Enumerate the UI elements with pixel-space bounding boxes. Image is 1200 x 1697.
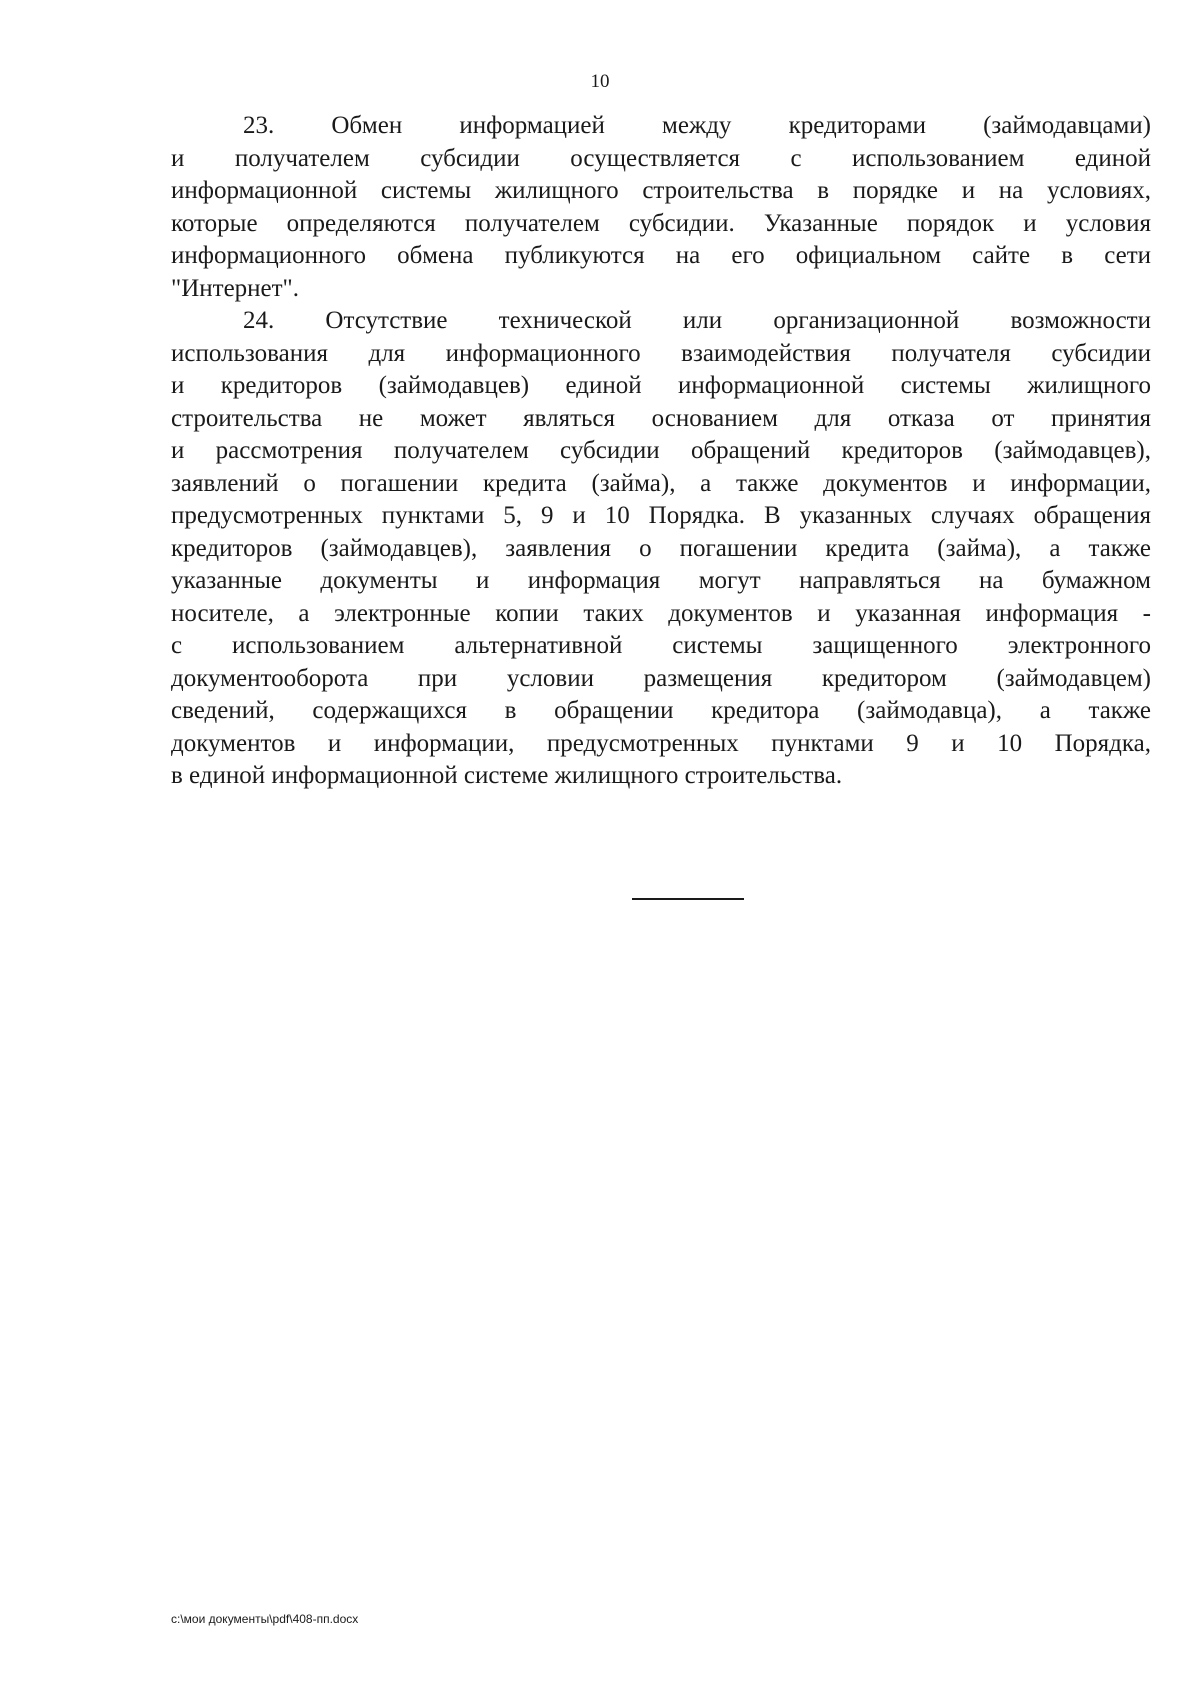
footer-file-path: c:\мои документы\pdf\408-пп.docx [171, 1612, 359, 1626]
paragraph-line: информационной системы жилищного строительства в порядке и на условиях, [171, 177, 1151, 204]
paragraph-line: с использованием альтернативной системы защищенного электронного [171, 632, 1151, 659]
paragraph-line: "Интернет". [171, 274, 300, 302]
paragraph-line: документооборота при условии размещения кредитором (займодавцем) [171, 664, 1151, 692]
paragraph-line: в единой информационной системе жилищного строительства. [171, 762, 843, 789]
paragraph-line: 23. Обмен информацией между кредиторами (займодавцами) [243, 112, 1151, 139]
paragraph-line: документов и информации, предусмотренных пунктами 9 и 10 Порядка, [171, 729, 1151, 757]
paragraph-23 [171, 110, 1151, 305]
page-number: 10 [590, 71, 610, 92]
paragraph-line: использования для информационного взаимодействия получателя субсидии [171, 339, 1151, 367]
paragraph-line: кредиторов (займодавцев), заявления о погашении кредита (займа), а также [171, 534, 1151, 562]
paragraph-line: и получателем субсидии осуществляется с использованием единой [171, 144, 1151, 172]
paragraph-line: которые определяются получателем субсидии. Указанные порядок и условия [171, 209, 1151, 237]
paragraph-line: строительства не может являться основанием для отказа от принятия [171, 404, 1151, 432]
end-of-document-rule [632, 898, 744, 900]
document-body [171, 110, 1151, 793]
paragraph-24 [171, 305, 1151, 793]
paragraph-line: носителе, а электронные копии таких документов и указанная информация - [171, 599, 1151, 627]
paragraph-line: 24. Отсутствие технической или организационной возможности [243, 307, 1151, 334]
paragraph-line: предусмотренных пунктами 5, 9 и 10 Порядка. В указанных случаях обращения [171, 502, 1151, 529]
paragraph-line: заявлений о погашении кредита (займа), а также документов и информации, [171, 469, 1151, 497]
paragraph-line: информационного обмена публикуются на его официальном сайте в сети [171, 242, 1151, 269]
paragraph-line: и рассмотрения получателем субсидии обращений кредиторов (займодавцев), [171, 437, 1151, 464]
paragraph-line: и кредиторов (займодавцев) единой информационной системы жилищного [171, 372, 1151, 399]
paragraph-line: указанные документы и информация могут направляться на бумажном [171, 567, 1151, 594]
paragraph-line: сведений, содержащихся в обращении кредитора (займодавца), а также [171, 697, 1151, 724]
